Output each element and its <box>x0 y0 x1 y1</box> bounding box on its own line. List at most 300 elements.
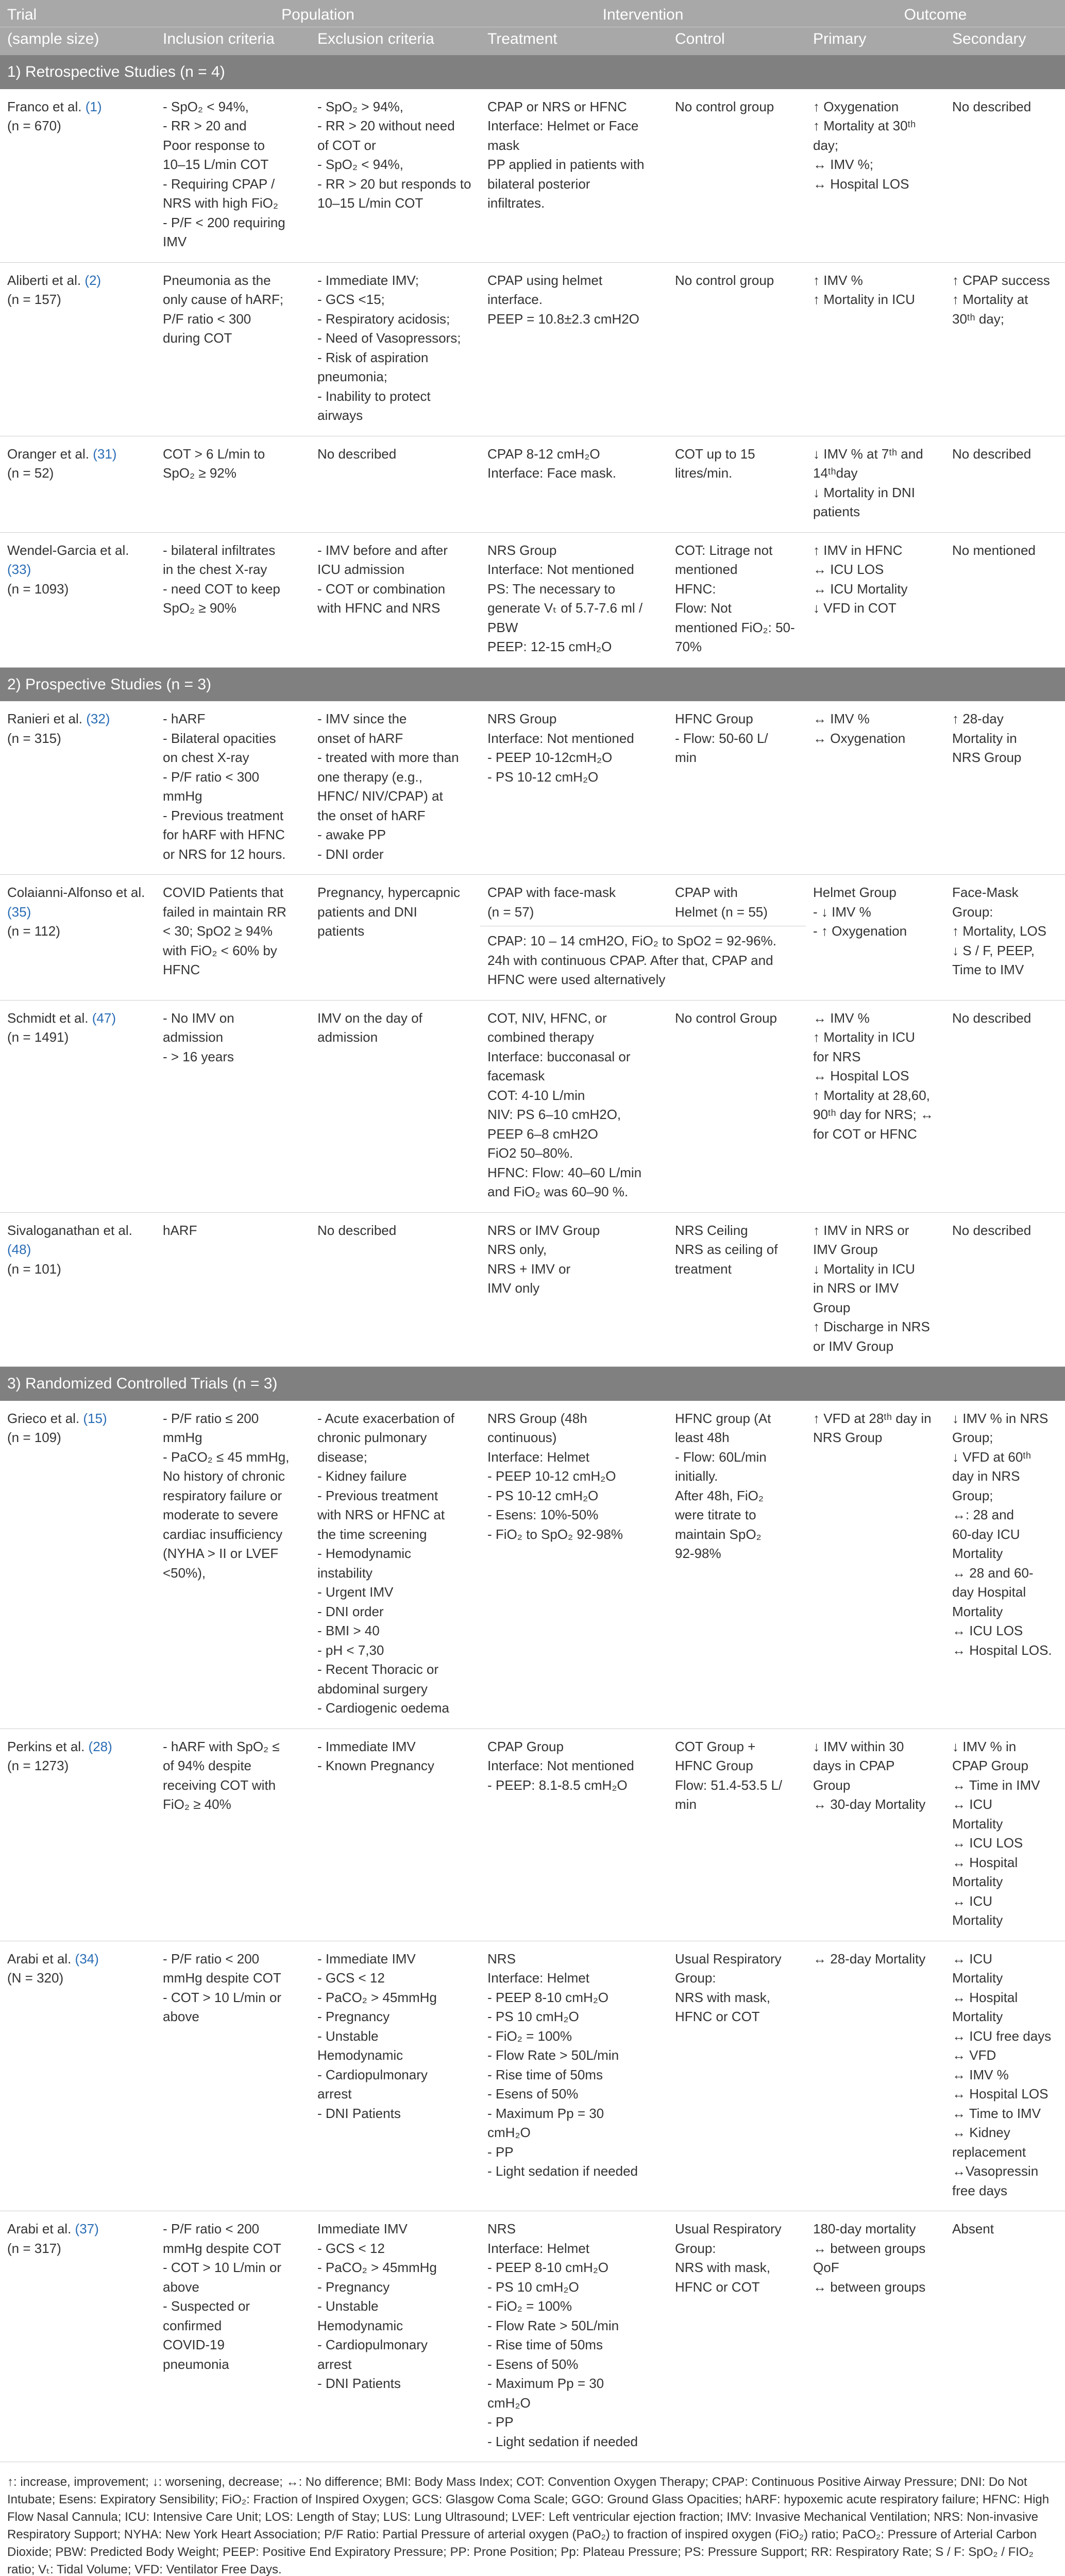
sample-size: (n = 112) <box>7 923 60 939</box>
primary-line: Helmet Group <box>813 885 897 900</box>
trial-author: Colaianni-Alfonso et al. <box>7 885 145 900</box>
exclusion-line: - Respiratory acidosis; <box>317 311 450 327</box>
primary-line: for NRS <box>813 1048 861 1064</box>
inclusion-line: admission <box>163 1029 224 1045</box>
treatment-line: - Light sedation if needed <box>487 2433 638 2449</box>
secondary-line: ↔ ICU free days <box>952 2028 1052 2044</box>
trial-cell <box>0 1212 156 1367</box>
trial-cell <box>0 701 156 875</box>
primary-line: ↓ Mortality in ICU <box>813 1261 915 1277</box>
treatment-cell <box>480 89 668 263</box>
secondary-cell <box>945 262 1065 436</box>
exclusion-line: Hemodynamic <box>317 2047 403 2063</box>
header-secondary: Secondary <box>945 27 1065 56</box>
section-row <box>0 1367 1065 1401</box>
sample-size: (n = 1093) <box>7 581 69 597</box>
exclusion-cell <box>310 262 480 436</box>
treatment-line: - PS 10-12 cmH₂O <box>487 769 599 785</box>
treatment-cell <box>480 1000 668 1212</box>
secondary-line: ↔ 28 and 60- <box>952 1565 1034 1581</box>
table-row <box>0 701 1065 875</box>
exclusion-line: - IMV before and after <box>317 542 448 558</box>
primary-line: QoF <box>813 2260 839 2275</box>
table-row <box>0 436 1065 532</box>
control-line: HFNC Group <box>675 711 753 726</box>
treatment-line: Interface: Not mentioned <box>487 1758 634 1773</box>
inclusion-line: hARF <box>163 1222 197 1238</box>
primary-cell <box>806 89 945 263</box>
primary-line: patients <box>813 504 860 519</box>
inclusion-line: - hARF <box>163 711 206 726</box>
reference-link[interactable]: (35) <box>7 904 31 920</box>
treatment-line: - Maximum Pp = 30 <box>487 2376 604 2391</box>
trial-author: Oranger et al. <box>7 446 89 462</box>
treatment-line: - Rise time of 50ms <box>487 2337 603 2352</box>
treatment-line: NRS <box>487 2221 516 2236</box>
trial-cell <box>0 262 156 436</box>
exclusion-line: patients and DNI <box>317 904 417 920</box>
treatment-line: Interface: Not mentioned <box>487 562 634 577</box>
primary-cell <box>806 875 945 1001</box>
reference-link[interactable]: (33) <box>7 562 31 577</box>
trial-author: Arabi et al. <box>7 2221 72 2236</box>
exclusion-line: - Immediate IMV <box>317 1951 416 1967</box>
reference-link[interactable]: (34) <box>75 1951 99 1967</box>
control-line: Group: <box>675 1970 716 1986</box>
exclusion-line: - Urgent IMV <box>317 1584 394 1600</box>
sample-size: (n = 52) <box>7 465 54 481</box>
treatment-line: PBW <box>487 619 518 635</box>
exclusion-line: - Cardiopulmonary <box>317 2066 428 2082</box>
inclusion-line: No history of chronic <box>163 1468 285 1484</box>
exclusion-line: No described <box>317 446 397 462</box>
primary-line: ↓ IMV % at 7ᵗʰ and <box>813 446 923 462</box>
reference-link[interactable]: (1) <box>85 98 102 114</box>
inclusion-line: moderate to severe <box>163 1507 279 1522</box>
primary-line: ↑ IMV % <box>813 272 863 288</box>
treatment-line: PEEP 6–8 cmH2O <box>487 1126 598 1142</box>
sample-size: (n = 317) <box>7 2240 61 2256</box>
secondary-line: Group; <box>952 1487 993 1503</box>
trial-cell <box>0 1000 156 1212</box>
treatment-line: Interface: Helmet <box>487 1970 589 1986</box>
inclusion-line: < 30; SpO2 ≥ 94% <box>163 923 273 939</box>
treatment-line: Interface: Helmet <box>487 2240 589 2256</box>
inclusion-cell <box>156 701 310 875</box>
inclusion-line: for hARF with HFNC <box>163 827 285 842</box>
inclusion-line: IMV <box>163 234 187 249</box>
inclusion-line: - COT > 10 L/min or <box>163 2260 281 2275</box>
treatment-cell <box>480 1941 668 2211</box>
primary-line: in NRS or IMV <box>813 1280 899 1296</box>
reference-link[interactable]: (2) <box>84 272 102 288</box>
control-cell <box>668 1212 806 1367</box>
inclusion-line: - Requiring CPAP / <box>163 176 275 192</box>
secondary-line: ↔ Time in IMV <box>952 1777 1040 1793</box>
exclusion-cell <box>310 2211 480 2462</box>
inclusion-line: mmHg <box>163 1430 202 1445</box>
exclusion-cell <box>310 1000 480 1212</box>
treatment-line: - Esens of 50% <box>487 2356 579 2372</box>
treatment-line: CPAP or NRS or HFNC <box>487 98 627 114</box>
secondary-cell <box>945 701 1065 875</box>
primary-line: ↔ 30-day Mortality <box>813 1797 926 1812</box>
control-line: NRS as ceiling of <box>675 1242 778 1257</box>
treatment-line: - Esens: 10%-50% <box>487 1507 599 1522</box>
reference-link[interactable]: (48) <box>7 1242 31 1257</box>
reference-link[interactable]: (31) <box>93 446 117 462</box>
exclusion-line: - DNI order <box>317 846 384 862</box>
exclusion-cell <box>310 1941 480 2211</box>
trial-author: Arabi et al. <box>7 1951 72 1967</box>
exclusion-line: - Hemodynamic <box>317 1546 412 1561</box>
control-line: HFNC or COT <box>675 2009 760 2024</box>
secondary-line: 60-day ICU <box>952 1526 1020 1542</box>
inclusion-line: on chest X-ray <box>163 750 249 765</box>
trial-cell <box>0 89 156 263</box>
section-title: 2) Prospective Studies (n = 3) <box>0 667 1065 701</box>
inclusion-line: P/F ratio < 300 <box>163 311 251 327</box>
reference-link[interactable]: (47) <box>92 1010 116 1026</box>
treatment-line: mask <box>487 137 520 153</box>
table-row <box>0 875 1065 926</box>
secondary-line: ↔ Kidney <box>952 2125 1010 2140</box>
control-line: mentioned <box>675 562 738 577</box>
control-line: After 48h, FiO₂ <box>675 1487 764 1503</box>
treatment-line: (n = 57) <box>487 904 534 920</box>
trial-author: Perkins et al. <box>7 1738 85 1754</box>
treatment-line: NRS Group (48h <box>487 1410 587 1426</box>
table-header <box>0 0 1065 55</box>
trial-cell <box>0 532 156 667</box>
treatment-line: - Flow Rate > 50L/min <box>487 2047 619 2063</box>
treatment-line: CPAP 8-12 cmH₂O <box>487 446 600 462</box>
exclusion-line: instability <box>317 1565 373 1581</box>
secondary-line: ↔Vasopressin <box>952 2163 1039 2179</box>
primary-line: ↓ IMV within 30 <box>813 1738 904 1754</box>
treatment-line: NRS or IMV Group <box>487 1222 600 1238</box>
exclusion-line: - pH < 7,30 <box>317 1642 384 1658</box>
secondary-line: ↔ ICU <box>952 1951 993 1967</box>
table-row <box>0 1941 1065 2211</box>
inclusion-line: - > 16 years <box>163 1048 234 1064</box>
merged-treatment-cell <box>480 926 806 1001</box>
reference-link[interactable]: (15) <box>83 1410 107 1426</box>
secondary-line: Mortality <box>952 1816 1003 1832</box>
control-line: NRS with mask, <box>675 2260 770 2275</box>
treatment-line: PEEP: 12-15 cmH₂O <box>487 639 612 654</box>
secondary-line: free days <box>952 2182 1007 2198</box>
secondary-line: Group: <box>952 904 993 920</box>
control-line: No control Group <box>675 1010 777 1026</box>
secondary-line: ↔ ICU LOS <box>952 1623 1023 1638</box>
secondary-line: ↑ Mortality, LOS <box>952 923 1047 939</box>
secondary-line: ↓ IMV % in <box>952 1738 1017 1754</box>
inclusion-cell <box>156 532 310 667</box>
trial-author: Ranieri et al. <box>7 711 82 726</box>
table-row <box>0 532 1065 667</box>
treatment-line: - Flow Rate > 50L/min <box>487 2317 619 2333</box>
table-row <box>0 262 1065 436</box>
inclusion-line: in the chest X-ray <box>163 562 267 577</box>
treatment-line: interface. <box>487 292 543 307</box>
treatment-line: combined therapy <box>487 1029 594 1045</box>
exclusion-line: - SpO₂ > 94%, <box>317 98 403 114</box>
exclusion-cell <box>310 1401 480 1729</box>
primary-cell <box>806 1728 945 1941</box>
reference-link[interactable]: (28) <box>88 1738 112 1754</box>
exclusion-line: - Known Pregnancy <box>317 1758 434 1773</box>
primary-line: IMV Group <box>813 1242 878 1257</box>
primary-line: ↑ VFD at 28ᵗʰ day in <box>813 1410 932 1426</box>
inclusion-cell <box>156 436 310 532</box>
secondary-line: ↔ Hospital LOS <box>952 2086 1049 2102</box>
secondary-line: Mortality <box>952 1603 1003 1619</box>
merged-treatment-line: HFNC were used alternatively <box>487 972 666 987</box>
inclusion-cell <box>156 875 310 1001</box>
trial-author: Aliberti et al. <box>7 272 81 288</box>
primary-cell <box>806 1941 945 2211</box>
inclusion-line: NRS with high FiO₂ <box>163 195 278 211</box>
control-cell <box>668 1000 806 1212</box>
treatment-line: NIV: PS 6–10 cmH2O, <box>487 1107 621 1122</box>
secondary-line: Mortality <box>952 1546 1003 1561</box>
primary-line: or IMV Group <box>813 1338 894 1354</box>
exclusion-line: pneumonia; <box>317 369 387 384</box>
exclusion-line: Immediate IMV <box>317 2221 408 2236</box>
sample-size: (n = 670) <box>7 118 61 133</box>
exclusion-line: the onset of hARF <box>317 807 426 823</box>
treatment-line: - Light sedation if needed <box>487 2163 638 2179</box>
primary-line: days in CPAP <box>813 1758 895 1773</box>
merged-treatment-line: 24h with continuous CPAP. After that, CPAP and <box>487 952 773 968</box>
control-line: HFNC group (At <box>675 1410 771 1426</box>
exclusion-line: with HFNC and NRS <box>317 600 441 616</box>
exclusion-line: - RR > 20 but responds to <box>317 176 471 192</box>
primary-cell <box>806 1000 945 1212</box>
exclusion-line: - Cardiogenic oedema <box>317 1700 449 1716</box>
treatment-cell <box>480 2211 668 2462</box>
inclusion-line: - COT > 10 L/min or <box>163 1989 281 2005</box>
primary-line: ↔ between groups <box>813 2240 926 2256</box>
primary-line: Group <box>813 1299 851 1315</box>
exclusion-cell <box>310 701 480 875</box>
trial-author: Grieco et al. <box>7 1410 80 1426</box>
exclusion-line: the time screening <box>317 1526 427 1542</box>
primary-line: ↑ Mortality in ICU <box>813 1029 915 1045</box>
control-cell <box>668 2211 806 2462</box>
exclusion-line: - DNI Patients <box>317 2105 401 2121</box>
control-line: least 48h <box>675 1430 730 1445</box>
exclusion-line: - Need of Vasopressors; <box>317 330 461 346</box>
secondary-line: Mortality <box>952 1912 1003 1928</box>
primary-line: ↑ Oxygenation <box>813 98 899 114</box>
inclusion-line: pneumonia <box>163 2356 229 2372</box>
exclusion-line: 10–15 L/min COT <box>317 195 424 211</box>
treatment-line: Interface: Helmet <box>487 1449 589 1465</box>
treatment-cell <box>480 436 668 532</box>
primary-line: ↔ IMV % <box>813 1010 870 1026</box>
sample-size: (n = 1273) <box>7 1758 69 1773</box>
exclusion-line: - PaCO₂ > 45mmHg <box>317 2260 437 2275</box>
exclusion-line: onset of hARF <box>317 730 403 746</box>
inclusion-line: receiving COT with <box>163 1777 276 1793</box>
secondary-line: ↔ ICU <box>952 1893 993 1909</box>
primary-line: 180-day mortality <box>813 2221 916 2236</box>
inclusion-line: above <box>163 2279 199 2295</box>
treatment-line: and FiO₂ was 60–90 %. <box>487 1184 629 1199</box>
primary-line: ↔ between groups <box>813 2279 926 2295</box>
secondary-line: ↔ Time to IMV <box>952 2105 1041 2121</box>
exclusion-cell <box>310 1728 480 1941</box>
primary-cell <box>806 2211 945 2462</box>
treatment-line: Interface: Face mask. <box>487 465 616 481</box>
sample-size: (n = 1491) <box>7 1029 69 1045</box>
treatment-cell <box>480 1212 668 1367</box>
treatment-line: - Rise time of 50ms <box>487 2066 603 2082</box>
header-population: Population <box>156 0 480 27</box>
secondary-line: ↑ 28-day <box>952 711 1004 726</box>
control-line: Group: <box>675 2240 716 2256</box>
inclusion-line: with FiO₂ < 60% by <box>163 942 277 958</box>
control-line: min <box>675 1797 697 1812</box>
trial-cell <box>0 875 156 1001</box>
inclusion-line: COVID-19 <box>163 2337 225 2352</box>
exclusion-cell <box>310 436 480 532</box>
sample-size: (n = 315) <box>7 730 61 746</box>
header-control: Control <box>668 27 806 56</box>
treatment-line: - Maximum Pp = 30 <box>487 2105 604 2121</box>
secondary-cell <box>945 1401 1065 1729</box>
treatment-line: - FiO₂ to SpO₂ 92-98% <box>487 1526 623 1542</box>
primary-line: ↓ VFD in COT <box>813 600 897 616</box>
secondary-line: ↑ Mortality at <box>952 292 1028 307</box>
secondary-line: ↓ S / F, PEEP, <box>952 942 1035 958</box>
exclusion-line: - BMI > 40 <box>317 1623 380 1638</box>
reference-link[interactable]: (32) <box>86 711 110 726</box>
control-line: NRS Ceiling <box>675 1222 748 1238</box>
trial-author: Wendel-Garcia et al. <box>7 542 129 558</box>
exclusion-cell <box>310 532 480 667</box>
inclusion-line: - P/F < 200 requiring <box>163 214 285 230</box>
primary-line: ↔ Oxygenation <box>813 730 906 746</box>
exclusion-line: - Unstable <box>317 2028 379 2044</box>
control-line: min <box>675 750 697 765</box>
inclusion-cell <box>156 89 310 263</box>
exclusion-line: ICU admission <box>317 562 405 577</box>
inclusion-line: - No IMV on <box>163 1010 234 1026</box>
control-line: No control group <box>675 272 774 288</box>
sample-size: (n = 157) <box>7 292 61 307</box>
header-intervention: Intervention <box>480 0 806 27</box>
secondary-line: ↔ VFD <box>952 2047 996 2063</box>
inclusion-line: confirmed <box>163 2317 222 2333</box>
secondary-cell <box>945 89 1065 263</box>
exclusion-line: No described <box>317 1222 397 1238</box>
primary-line: ↑ Mortality at 28,60, <box>813 1087 930 1103</box>
secondary-line: day in NRS <box>952 1468 1020 1484</box>
secondary-line: 30ᵗʰ day; <box>952 311 1004 327</box>
exclusion-line: - DNI Patients <box>317 2376 401 2391</box>
secondary-line: ↓ VFD at 60ᵗʰ <box>952 1449 1031 1465</box>
treatment-line: - PEEP 10-12cmH₂O <box>487 750 613 765</box>
control-line: HFNC Group <box>675 1758 753 1773</box>
exclusion-line: - Immediate IMV <box>317 1738 416 1754</box>
secondary-line: ↑ CPAP success <box>952 272 1050 288</box>
section-title: 1) Retrospective Studies (n = 4) <box>0 55 1065 89</box>
inclusion-line: - SpO₂ < 94%, <box>163 98 249 114</box>
control-line: litres/min. <box>675 465 733 481</box>
inclusion-line: HFNC <box>163 962 200 977</box>
header-outcome: Outcome <box>806 0 1065 27</box>
control-line: - Flow: 50-60 L/ <box>675 730 768 746</box>
control-line: HFNC: <box>675 581 716 597</box>
primary-line: ↔ ICU LOS <box>813 562 884 577</box>
primary-line: ↔ Hospital LOS <box>813 176 909 192</box>
inclusion-cell <box>156 1401 310 1729</box>
treatment-line: NRS Group <box>487 542 557 558</box>
table-row <box>0 89 1065 263</box>
inclusion-line: - RR > 20 and <box>163 118 247 133</box>
exclusion-line: disease; <box>317 1449 367 1465</box>
inclusion-cell <box>156 1728 310 1941</box>
treatment-line: - PP <box>487 2414 514 2430</box>
control-cell <box>668 701 806 875</box>
primary-cell <box>806 436 945 532</box>
treatment-line: - FiO₂ = 100% <box>487 2028 572 2044</box>
header-inclusion: Inclusion criteria <box>156 27 310 56</box>
control-cell <box>668 1941 806 2211</box>
inclusion-line: - Bilateral opacities <box>163 730 276 746</box>
exclusion-line: Hemodynamic <box>317 2317 403 2333</box>
inclusion-cell <box>156 262 310 436</box>
control-cell <box>668 262 806 436</box>
inclusion-line: Poor response to <box>163 137 265 153</box>
exclusion-line: - Kidney failure <box>317 1468 407 1484</box>
treatment-line: - PEEP: 8.1-8.5 cmH₂O <box>487 1777 628 1793</box>
inclusion-line: - bilateral infiltrates <box>163 542 276 558</box>
secondary-line: Mortality <box>952 1970 1003 1986</box>
reference-link[interactable]: (37) <box>75 2221 99 2236</box>
secondary-line: No described <box>952 1010 1032 1026</box>
primary-line: ↑ Discharge in NRS <box>813 1319 930 1334</box>
exclusion-line: - Unstable <box>317 2298 379 2314</box>
table-body <box>0 55 1065 2462</box>
exclusion-line: - GCS <15; <box>317 292 385 307</box>
secondary-line: No described <box>952 1222 1032 1238</box>
exclusion-line: - Risk of aspiration <box>317 349 429 365</box>
control-line: COT up to 15 <box>675 446 755 462</box>
treatment-cell <box>480 1401 668 1729</box>
treatment-line: HFNC: Flow: 40–60 L/min <box>487 1164 642 1180</box>
control-line: Usual Respiratory <box>675 2221 782 2236</box>
secondary-line: replacement <box>952 2144 1026 2160</box>
secondary-line: ↔ ICU <box>952 1797 993 1812</box>
control-line: Flow: 51.4-53.5 L/ <box>675 1777 783 1793</box>
exclusion-line: - Acute exacerbation of <box>317 1410 454 1426</box>
inclusion-line: SpO₂ ≥ 92% <box>163 465 236 481</box>
exclusion-line: - Recent Thoracic or <box>317 1662 439 1677</box>
exclusion-line: - awake PP <box>317 827 386 842</box>
inclusion-line: SpO₂ ≥ 90% <box>163 600 236 616</box>
secondary-line: ↔ IMV % <box>952 2066 1009 2082</box>
table-row <box>0 1000 1065 1212</box>
exclusion-line: patients <box>317 923 365 939</box>
exclusion-line: - GCS < 12 <box>317 1970 385 1986</box>
treatment-line: NRS Group <box>487 711 557 726</box>
exclusion-line: - PaCO₂ > 45mmHg <box>317 1989 437 2005</box>
primary-line: ↔ Hospital LOS <box>813 1068 909 1083</box>
